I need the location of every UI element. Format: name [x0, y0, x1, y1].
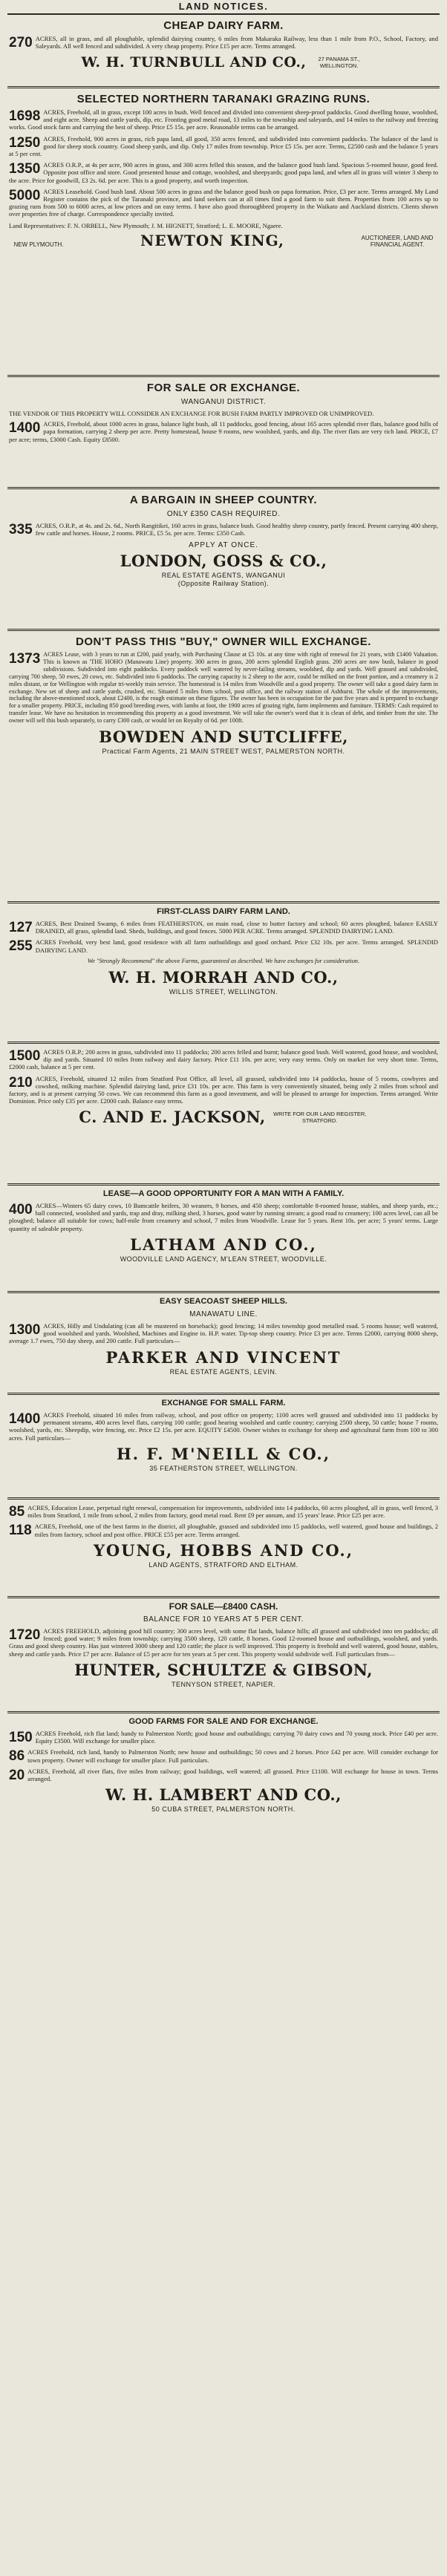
- agent-address: 27 PANAMA ST., WELLINGTON.: [318, 56, 360, 70]
- ad-for-sale-cash: [7, 1598, 440, 1713]
- listing-lot-number: 85: [9, 1504, 25, 1520]
- listing: [9, 1730, 438, 1745]
- listing-lot-number: 1500: [9, 1048, 41, 1064]
- ad-notice: THE VENDOR OF THIS PROPERTY WILL CONSIDER AN EXCHANGE FOR BUSH FARM PARTLY IMPROVED OR UNIMPROVED.: [9, 410, 374, 417]
- ad-title: FOR SALE OR EXCHANGE.: [146, 382, 301, 394]
- listing-text: ACRES, Freehold, one of the best farms in the district, all ploughable, grassed and subdivided into 15 paddocks, well watered, good house and buildings, 2 miles from factory, school and post office. PRICE £55 per acre. Terms arranged.: [34, 1523, 438, 1538]
- listing: [9, 188, 438, 218]
- listing-lot-number: 127: [9, 920, 33, 935]
- listing: [9, 1411, 438, 1442]
- listing-text: ACRES, Education Lease, perpetual right renewal, compensation for improvements, subdivided into 14 paddocks, 60 acres ploughed, all in grass, well fenced, 3 miles from Stratford, 1 mile from school, 2 miles from factory, good metal road. Rent £9 per annum, and 15 years' lease. Price £25 per acre.: [27, 1504, 438, 1520]
- listing-lot-number: 1350: [9, 161, 41, 177]
- agent-name: LONDON, GOSS & CO.,: [120, 552, 327, 571]
- listing-lot-number: 20: [9, 1767, 25, 1783]
- agent-name: W. H. TURNBULL AND CO.,: [81, 54, 307, 71]
- listing-text: ACRES, Hilly and Undulating (can all be mustered on horseback); good fencing; 14 miles township good metalled road. 5 rooms house; well watered, good woolshed and yards. Woolshed, Machines and Engine in. H.P. water. Tip-top sheep country. Price £3 per acre. Terms £2000, carrying 8000 sheep, average 1.7 ewes, 750 day sheep, and 200 cattle. Full particulars—: [9, 1322, 438, 1345]
- listing: [9, 920, 438, 935]
- agent-location: NEW PLYMOUTH.: [13, 241, 64, 249]
- agent-name: BOWDEN AND SUTCLIFFE,: [99, 728, 348, 747]
- listing: [9, 161, 438, 184]
- listing-text: ACRES, all in grass, and all ploughable, splendid dairying country, 6 miles from Makaraka Railway, less than 1 mile from P.O., School, Factory, and Saleyards. All well fenced and subdivided. A very cheap property. Price £15 per acre. Terms arranged.: [35, 35, 438, 50]
- listing: [9, 1504, 438, 1519]
- agent-name: YOUNG, HOBBS AND CO.,: [93, 1540, 354, 1560]
- listing: [9, 1748, 438, 1763]
- ad-title: LEASE—A GOOD OPPORTUNITY FOR A MAN WITH A FAMILY.: [102, 1189, 345, 1198]
- listing-lot-number: 1300: [9, 1322, 41, 1338]
- listing: [9, 1075, 438, 1105]
- agent-address: 35 FEATHERSTON STREET, WELLINGTON.: [149, 1464, 298, 1472]
- listing-lot-number: 5000: [9, 187, 41, 203]
- ad-title: GOOD FARMS FOR SALE AND FOR EXCHANGE.: [128, 1717, 319, 1726]
- ad-first-class-dairy: [7, 903, 440, 1044]
- listing-text: ACRES O.R.P., at 4s per acre, 900 acres in grass, and 300 acres felled this season, and the balance good bush land. Spacious 5-roomed house, good feed. Opposite post office and store. Good presented house and cottage, woolshed, and sheepyards; good papa land, and when all in grass will winter 3 sheep to the acre. Price for goodwill, £3 2s. 6d. per acre. This is a good property, and worth inspection.: [9, 161, 438, 184]
- ad-good-farms-exchange: [7, 1713, 440, 1835]
- listing-lot-number: 1400: [9, 420, 41, 437]
- listing: [9, 1202, 438, 1232]
- page-title: LAND NOTICES.: [7, 1, 440, 15]
- listing-lot-number: 1720: [9, 1627, 41, 1643]
- ad-taranaki-grazing-runs: [7, 88, 440, 377]
- ad-jackson-stratford: [7, 1044, 440, 1186]
- ad-wanganui-exchange: [7, 377, 440, 489]
- ad-exchange-small-farm: [7, 1395, 440, 1500]
- listing: [9, 135, 438, 158]
- ad-title: EXCHANGE FOR SMALL FARM.: [161, 1399, 286, 1408]
- listing: [9, 1523, 438, 1537]
- listing: [9, 35, 438, 50]
- listing-text: ACRES, Freehold, all river flats, five miles from railway; good buildings, well watered; all grassed. Price £1100. Will exchange for house in town. Terms arranged.: [27, 1767, 438, 1783]
- agent-block: [9, 232, 438, 249]
- listing-lot-number: 335: [9, 522, 33, 537]
- ad-seacoast-sheep-hills: [7, 1293, 440, 1395]
- ad-subtitle: BALANCE FOR 10 YEARS AT 5 PER CENT.: [143, 1615, 304, 1624]
- agent-address-note: (Opposite Railway Station).: [177, 580, 270, 588]
- agent-name: W. H. LAMBERT AND CO.,: [105, 1785, 342, 1805]
- listing-lot-number: 118: [9, 1523, 32, 1539]
- agent-name: W. H. MORRAH AND CO.,: [108, 967, 339, 987]
- listing: [9, 1048, 438, 1071]
- ad-owner-will-exchange: [7, 631, 440, 903]
- land-notices-page: [7, 0, 440, 2567]
- ad-title: FOR SALE—£8400 CASH.: [169, 1601, 278, 1612]
- listing: [9, 1322, 438, 1345]
- listing: [9, 522, 438, 537]
- agent-address: TENNYSON STREET, NAPIER.: [171, 1680, 276, 1688]
- listing-text: ACRES, O.R.P., at 4s. and 2s. 6d., North Rangitikei, 160 acres in grass, balance bush. Good healthy sheep country, partly fenced. Present carrying 400 sheep, few cattle and horses. House, 2 rooms. PRICE, £5 5s. per acre. Terms: £350 Cash.: [35, 522, 438, 537]
- ad-title: FIRST-CLASS DAIRY FARM LAND.: [157, 907, 290, 916]
- ad-subtitle: ONLY £350 CASH REQUIRED.: [166, 510, 281, 518]
- agent-name: PARKER AND VINCENT: [105, 1347, 342, 1367]
- agent-address: REAL ESTATE AGENTS, LEVIN.: [169, 1367, 278, 1376]
- agent-address: REAL ESTATE AGENTS, WANGANUI: [161, 572, 286, 580]
- ad-title: CHEAP DAIRY FARM.: [163, 19, 284, 32]
- listing-lot-number: 1698: [9, 108, 41, 124]
- ad-lease-opportunity: [7, 1186, 440, 1293]
- listing-text: ACRES, Freehold, all in grass, except 100 acres in bush. Well fenced and divided into convenient sheep-proof paddocks. Good dwelling house, woolshed, and eight acre. Sheep and cattle yards, dip, etc. Fronting good metal road, 13 miles to the township and saleyards, and 14 miles to the railway and freezing works. Good stock farm and carrying the best of sheep. Price £5 15s. per acre. Reasonable terms can be arranged.: [9, 108, 438, 131]
- listing-text: ACRES, Freehold, 900 acres in grass, rich papa land, all good, 350 acres fenced, and subdivided into convenient paddocks. The balance of the land is good for sheep stock country. Good sheep yards, and dip. Only 17 miles from township. Price £5 15s. per acre. Terms, £2500 cash and the balance 5 years at 5 per cent.: [9, 134, 438, 158]
- listing-text: ACRES O.R.P.; 200 acres in grass, subdivided into 11 paddocks; 200 acres felled and burnt; balance good bush. Well watered, good house, and woolshed, dip and yards. Situated 10 miles from railway and dairy factory. Price £11 10s. per acre; very easy terms. Only on market for very short time. Terms, £2000 cash, balance at 5 per cent.: [9, 1048, 438, 1071]
- agent-name: HUNTER, SCHULTZE & GIBSON,: [74, 1660, 373, 1679]
- listing-text: ACRES Freehold, situated 16 miles from railway, school, and post office on property; 1100 acres well grassed and subdivided into 11 paddocks by permanent streams, 400 acres level flats, carrying 100 cattle; good hearing woolshed and cattle country; carrying 2500 sheep, 50 cattle; house 7 rooms, woolshed, yards, etc. Sheepdip, wire fencing, etc. Price £2 15s. per acre. EQUITY £4500. Owner wishes to exchange for sheep and agricultural farm from 100 to 300 acres. Full particulars—: [9, 1411, 438, 1442]
- agent-name: C. AND E. JACKSON,: [79, 1108, 266, 1127]
- listing-text: ACRES, Freehold, situated 12 miles from Stratford Post Office, all level, all grassed, subdivided into 14 paddocks, house of 5 rooms, cowbyres and cowshed, milking machine. Splendid dairying land, price £31 10s. per acre. This farm is very conveniently situated, being only 2 miles from school and factory, and is at present carrying 50 cows. We can recommend this farm as a good investment, and will be pleased to arrange for inspection. Terms arranged. Write Dominion. Price only £35 per acre. £2000 cash. Balance easy terms.: [9, 1074, 438, 1105]
- agent-title: AUCTIONEER, LAND AND FINANCIAL AGENT.: [361, 234, 434, 249]
- ad-cheap-dairy-farm: [7, 15, 440, 88]
- listing-text: ACRES Freehold, very best land, good residence with all farm outbuildings and good orchard. Price £32 10s. per acre. Terms arranged. SPLENDID DAIRYING LAND.: [35, 938, 438, 954]
- listing-text: ACRES FREEHOLD, adjoining good hill country; 300 acres level, with some flat lands, balance hills; all grassed and subdivided into ten paddocks; all fenced; good water; 9 miles from township; carrying 3500 sheep, 120 cattle, 8 horses. Good 12-roomed house and outbuildings, woolshed, and yards. Grass and good sheep country. Has just wintered 3000 sheep and 120 cattle; the place is well improved. This property is freehold and well watered, good house, stables, sheep and cattle yards. Price £7 per acre. Balance of £5 per acre for ten years at 5 per cent. This property would subdivide well. Full particulars from—: [9, 1627, 438, 1658]
- agent-block: [7, 53, 440, 71]
- listing-lot-number: 1373: [9, 651, 41, 667]
- listing-text: ACRES Lease, with 3 years to run at £200, paid yearly, with Purchasing Clause at £5 10s. at any time with right of renewal for 21 years, with £1400 Valuation. This is known as 'THE HOHO (Manawatu Line) property. 300 acres in grass, 200 acres splendid English grass. 200 acres are now bush, balance in good subdivisions. Subdivided into eight paddocks. Every paddock well watered by never-failing streams, woolshed, dip and yards. Well grassed and subdivided, carrying 700 sheep, 50 ewes, 20 cows, etc. Subdivided into 6 paddocks. The carrying capacity is 2 sheep to the acre, could be milked on the front portion, and a creamery is 2 miles distant, or for Wellington with regular tri-weekly train service. The homestead is 14 miles from Woodville and a good property. The owner will take a good dairy farm in exchange. New set of sheep and cattle yards, crushed, etc. Situated 5 miles from school, post office, and the railway station of Ashhurst. The whole of the improvements, including the above-mentioned stock, about £2400, is the rough estimate on these figures. The owner has been in occupation for the past five years and is prepared to exchange for a smaller property. PRICE, including 850 good breeding ewes, with lambs at foot, the 1900 acres of grazing right, farm implements and furniture. TERMS: Cash required to transfer lease. We have no hesitation in recommending this property as a good investment. We will take the owner's word that it is clean of debt, and timber from the site. The owner will sell this bush separately, to carry £300 cash, or would let on Royalty of 6d. per 100ft.: [9, 651, 438, 725]
- listing-lot-number: 400: [9, 1202, 33, 1217]
- agent-address: WOODVILLE LAND AGENCY, M'LEAN STREET, WOODVILLE.: [120, 1255, 327, 1263]
- agent-name: NEWTON KING,: [140, 231, 284, 249]
- guarantee-notice: We "Strongly Recommend" the above Farms, guaranteed as described. We have exchanges for consideration.: [87, 957, 360, 964]
- ad-notice: Land Representatives: F. N. ORBELL, New Plymouth; J. M. HIGNETT, Stratford; L. E. MOORE, Ngaere.: [9, 221, 283, 229]
- listing-lot-number: 210: [9, 1074, 33, 1091]
- listing-text: ACRES Freehold, rich land, handy to Palmerston North; new house and outbuildings; 50 cows and 2 horses. Price £42 per acre. Will consider exchange for town property. Owner will exchange for smaller place. Full particulars.: [27, 1748, 438, 1764]
- listing-lot-number: 86: [9, 1748, 25, 1765]
- listing: [9, 938, 438, 953]
- agent-address: LAND AGENTS, STRATFORD AND ELTHAM.: [149, 1560, 298, 1569]
- ad-subtitle: MANAWATU LINE.: [189, 1310, 258, 1318]
- ad-title: A BARGAIN IN SHEEP COUNTRY.: [129, 494, 318, 506]
- agent-block: [7, 1108, 440, 1126]
- listing-text: ACRES Leasehold. Good bush land. About 500 acres in grass and the balance good bush on papa formation. Price, £3 per acre. Terms arranged. My Land Register contains the pick of the Taranaki province, and land seekers can at all times find a good farm to suit them. Properties from 100 acres up to grazing runs from 500 to 6000 acres, at low prices and on easy terms. I have also good thoroughbred property in the Waikato and Auckland districts. Clients shown over properties free of charge. Correspondence specially invited.: [9, 187, 438, 218]
- listing-text: ACRES, Freehold, about 1000 acres in grass, balance light bush, all 11 paddocks, good fencing, about 165 acres splendid river flats, balance good hills of papa formation, carrying 2 sheep per acre. Pretty homestead, house 9 rooms, new woolshed, yards, and dip. The river flats are very rich land. PRICE, £7 per acre; terms, £3000 Cash. Equity £8500.: [9, 420, 438, 443]
- agent-address: WILLIS STREET, WELLINGTON.: [169, 987, 278, 996]
- ad-subtitle: WANGANUI DISTRICT.: [180, 398, 267, 406]
- listing-lot-number: 270: [9, 35, 33, 50]
- agent-name: H. F. M'NEILL & CO.,: [116, 1444, 331, 1463]
- agent-address: 50 CUBA STREET, PALMERSTON NORTH.: [151, 1805, 296, 1814]
- listing: [9, 420, 438, 443]
- listing: [9, 651, 438, 725]
- listing-lot-number: 150: [9, 1730, 33, 1745]
- listing: [9, 108, 438, 131]
- listing-text: ACRES, Best Drained Swamp, 6 miles from FEATHERSTON, on main road, close to butter factory and school; 60 acres ploughed, balance EASILY DRAINED, all grass, splendid land. Sheds, buildings, and good fences. 5000 PER ACRE. Terms arranged. SPLENDID DAIRYING LAND.: [35, 920, 438, 935]
- listing-text: ACRES—Winters 65 dairy cows, 10 Bamcattle heifers, 30 weaners, 9 horses, and 450 sheep; comfortable 8-roomed house, stables, and sheep yards, etc.; ball connected, woolshed and yards, trap and dray, milking shed, 3 horses, good water by running stream; a good road to creamery; 100 acres level, can all be ploughed; balance all suitable for cows; half-mile from creamery and school, 7 miles from Woodville. Lease for 5 years. Rent 10s. per acre; 5 years' terms. Large quantity of saleable property.: [9, 1202, 438, 1232]
- listing-lot-number: 1250: [9, 134, 41, 151]
- agent-name: LATHAM AND CO.,: [130, 1235, 317, 1254]
- ad-title: SELECTED NORTHERN TARANAKI GRAZING RUNS.: [76, 93, 371, 105]
- agent-address: WRITE FOR OUR LAND REGISTER, STRATFORD.: [273, 1111, 367, 1125]
- ad-sheep-country-bargain: [7, 489, 440, 631]
- ad-title: EASY SEACOAST SHEEP HILLS.: [160, 1297, 287, 1306]
- ad-young-hobbs: [7, 1500, 440, 1598]
- listing-text: ACRES Freehold, rich flat land; handy to Palmerston North; good house and outbuildings; carrying 70 dairy cows and 70 young stock. Price £40 per acre. Equity £3500. Will exchange for smaller place.: [35, 1730, 438, 1745]
- listing: [9, 1768, 438, 1782]
- listing-lot-number: 255: [9, 938, 33, 955]
- listing: [9, 1627, 438, 1658]
- agent-address: Practical Farm Agents, 21 MAIN STREET WEST, PALMERSTON NORTH.: [102, 748, 345, 756]
- apply-notice: APPLY AT ONCE.: [189, 541, 258, 550]
- listing-lot-number: 1400: [9, 1411, 41, 1427]
- ad-title: DON'T PASS THIS "BUY," OWNER WILL EXCHANGE.: [76, 635, 371, 648]
